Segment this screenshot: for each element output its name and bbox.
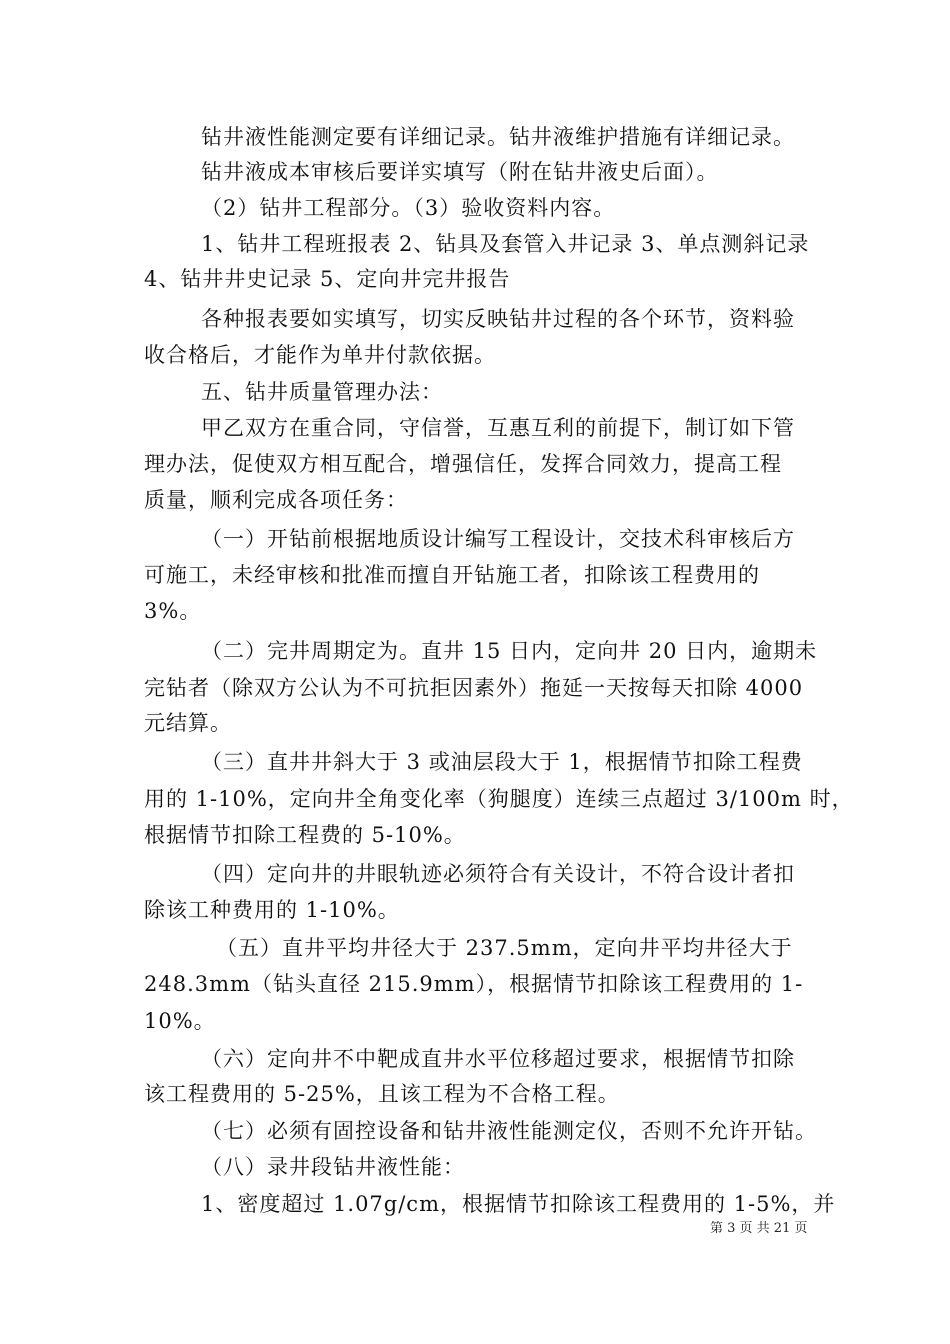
text-line: 收合格后，才能作为单井付款依据。 [144,343,496,367]
text-line: （八）录井段钻井液性能： [201,1155,465,1179]
text-line: 4、钻井井史记录 5、定向井完井报告 [144,267,511,291]
text-line: （六）定向井不中靶成直井水平位移超过要求，根据情节扣除 [201,1047,795,1071]
text-line: 根据情节扣除工程费的 5-10%。 [144,823,466,847]
text-line: 理办法，促使双方相互配合，增强信任，发挥合同效力，提高工程 [144,452,782,476]
text-line: 质量，顺利完成各项任务： [144,488,408,512]
text-line: （三）直井井斜大于 3 或油层段大于 1，根据情节扣除工程费 [201,750,803,774]
text-line: 248.3mm（钻头直径 215.9mm），根据情节扣除该工程费用的 1- [144,972,804,996]
section-heading: 五、钻井质量管理办法： [201,380,443,404]
page-number: 第 3 页 共 21 页 [710,1221,808,1236]
text-line: 该工程费用的 5-25%，且该工程为不合格工程。 [144,1082,620,1106]
text-line: 10%。 [144,1009,216,1033]
text-line: 1、钻井工程班报表 2、钻具及套管入井记录 3、单点测斜记录 [201,232,810,256]
text-line: 各种报表要如实填写，切实反映钻井过程的各个环节，资料验 [201,307,795,331]
text-line: （四）定向井的井眼轨迹必须符合有关设计，不符合设计者扣 [201,862,795,886]
text-line: 甲乙双方在重合同，守信誉，互惠互利的前提下，制订如下管 [201,416,795,440]
text-line: （一）开钻前根据地质设计编写工程设计，交技术科审核后方 [201,527,795,551]
text-line: 完钻者（除双方公认为不可抗拒因素外）拖延一天按每天扣除 4000 [144,676,804,700]
text-line: 1、密度超过 1.07g/cm，根据情节扣除该工程费用的 1-5%，并 [201,1192,836,1216]
text-line: 3%。 [144,599,202,623]
text-line: 钻井液成本审核后要详实填写（附在钻井液史后面）。 [201,160,719,184]
text-line: 钻井液性能测定要有详细记录。钻井液维护措施有详细记录。 [201,125,795,149]
text-line: （2）钻井工程部分。（3）验收资料内容。 [201,196,616,220]
text-line: 元结算。 [144,711,232,735]
text-line: （五）直井平均井径大于 237.5mm，定向井平均井径大于 [216,936,793,960]
text-line: 除该工种费用的 1-10%。 [144,898,400,922]
text-line: 用的 1-10%，定向井全角变化率（狗腿度）连续三点超过 3/100m 时， [144,787,854,811]
text-line: （二）完井周期定为。直井 15 日内，定向井 20 日内，逾期未 [201,639,818,663]
text-line: 可施工，未经审核和批准而擅自开钻施工者，扣除该工程费用的 [144,563,760,587]
text-line: （七）必须有固控设备和钻井液性能测定仪，否则不允许开钻。 [201,1119,817,1143]
